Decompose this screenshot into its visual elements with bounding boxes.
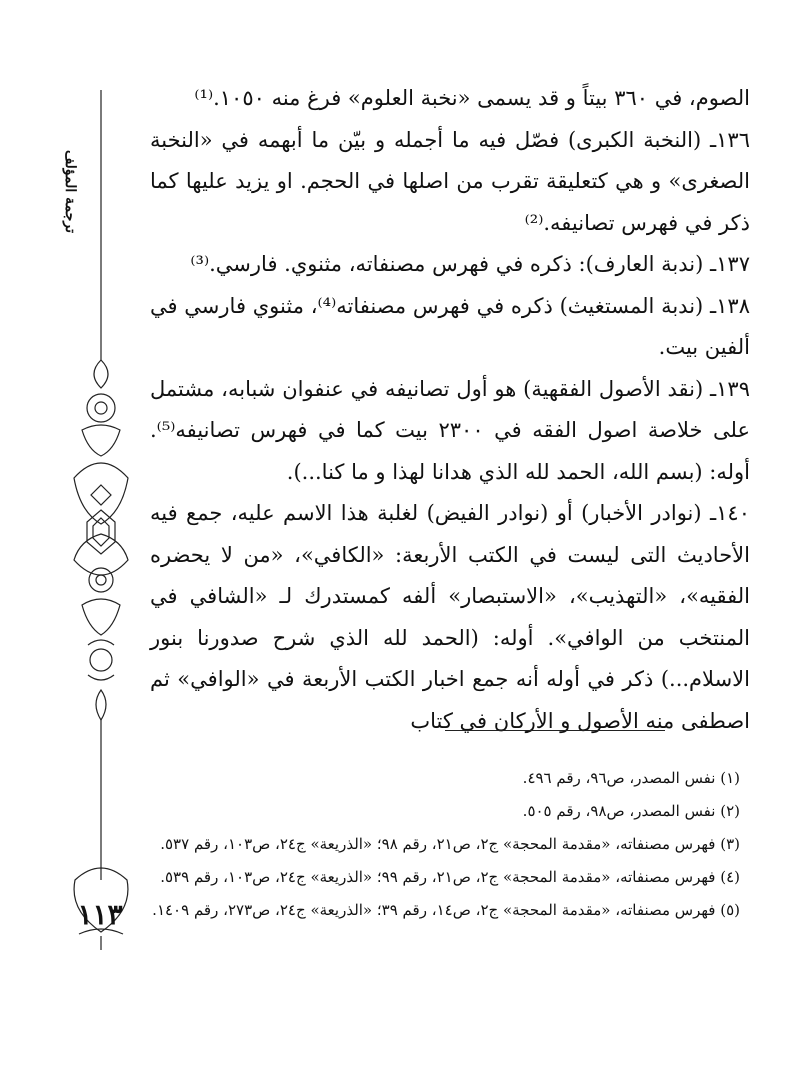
- running-header: ترجمة المؤلف: [62, 150, 78, 233]
- entry-137: ١٣٧ـ (ندبة العارف): ذكره في فهرس مصنفاته، مثنوي. فارسي.⁽³⁾: [190, 252, 750, 276]
- footnote-2: (٢) نفس المصدر، ص٩٨، رقم ٥٠٥.: [522, 802, 740, 820]
- footnote-1: (١) نفس المصدر، ص٩٦، رقم ٤٩٦.: [522, 769, 740, 787]
- paragraph-continued: الصوم، في ٣٦٠ بيتاً و قد يسمى «نخبة العلوم» فرغ منه ١٠٥٠.⁽¹⁾: [194, 86, 750, 110]
- entry-136: ١٣٦ـ (النخبة الكبرى) فصّل فيه ما أجمله و بيّن ما أبهمه في «النخبة الصغرى» و هي كتعليقة تقرب من اصلها في الحجم. او يزيد عليها كما ذكر في فهرس تصانيفه.⁽²⁾: [150, 127, 750, 235]
- entry-140: ١٤٠ـ (نوادر الأخبار) أو (نوادر الفيض) لغلبة هذا الاسم عليه، جمع فيه الأحاديث التى ليست في الكتب الأربعة: «الكافي»، «من لا يحضره الفقيه»، «التهذيب»، «الاستبصار» ألفه كمستدرك لـ «الشافي في المنتخب من الوافي». أوله: (الحمد لله الذي شرح صدورنا بنور الاسلام...) ذكر في أوله أنه جمع اخبار الكتب الأربعة في «الوافي» ثم اصطفى منه الأصول و الأركان في كتاب: [150, 501, 750, 733]
- entry-139: ١٣٩ـ (نقد الأصول الفقهية) هو أول تصانيفه في عنفوان شبابه، مشتمل على خلاصة اصول الفقه في ٢٣٠٠ بيت كما في فهرس تصانيفه⁽⁵⁾. أوله: (بسم الله، الحمد لله الذي هدانا لهذا و ما كنا...).: [150, 376, 750, 484]
- footnote-3: (٣) فهرس مصنفاته، «مقدمة المحجة» ج٢، ص٢١، رقم ٩٨؛ «الذريعة» ج٢٤، ص١٠٣، رقم ٥٣٧.: [160, 835, 740, 853]
- entry-138: ١٣٨ـ (ندبة المستغيث) ذكره في فهرس مصنفاته⁽⁴⁾، مثنوي فارسي في ألفين بيت.: [150, 293, 750, 359]
- footnote-divider: [445, 730, 665, 731]
- footnote-4: (٤) فهرس مصنفاته، «مقدمة المحجة» ج٢، ص٢١، رقم ٩٩؛ «الذريعة» ج٢٤، ص١٠٣، رقم ٥٣٩.: [160, 868, 740, 886]
- footnote-5: (٥) فهرس مصنفاته، «مقدمة المحجة» ج٢، ص١٤، رقم ٣٩؛ «الذريعة» ج٢٤، ص٢٧٣، رقم ١٤٠٩.: [152, 901, 740, 919]
- main-text: [150, 78, 750, 742]
- footnotes: [150, 762, 740, 927]
- page-number: ١١٣: [77, 898, 123, 931]
